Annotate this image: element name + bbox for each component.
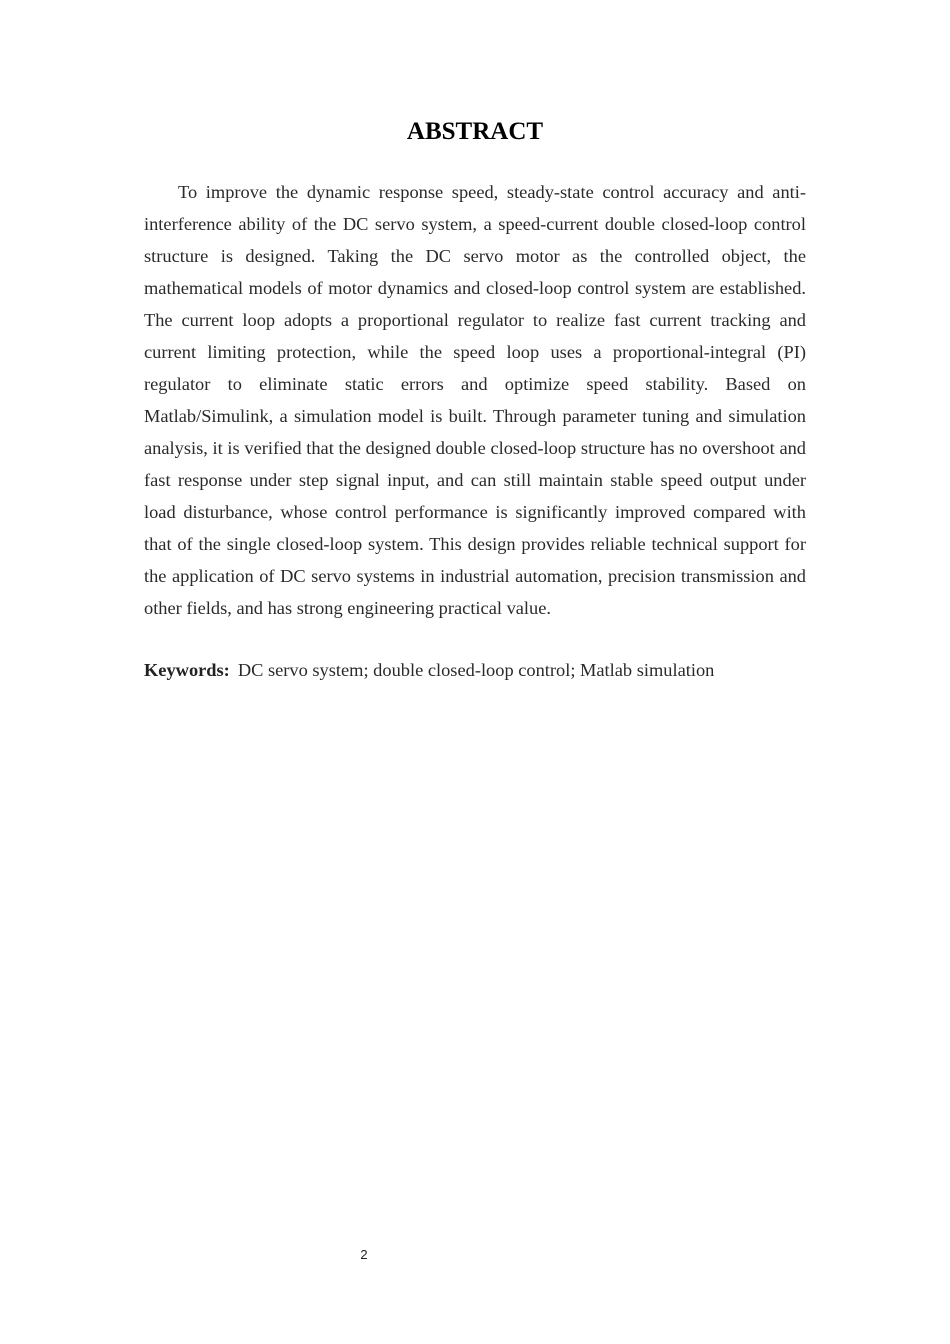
- keywords-line: [144, 654, 806, 686]
- keywords-text: DC servo system; double closed-loop control; Matlab simulation: [237, 660, 715, 680]
- keywords-label: Keywords:: [144, 660, 230, 680]
- abstract-paragraph: To improve the dynamic response speed, steady-state control accuracy and anti-interference ability of the DC servo system, a speed-current double closed-loop control structure is designed. Taking the DC servo motor as the controlled object, the mathematical models of motor dynamics and closed-loop control system are established. The current loop adopts a proportional regulator to realize fast current tracking and current limiting protection, while the speed loop uses a proportional-integral (PI) regulator to eliminate static errors and optimize speed stability. Based on Matlab/Simulink, a simulation model is built. Through parameter tuning and simulation analysis, it is verified that the designed double closed-loop structure has no overshoot and fast response under step signal input, and can still maintain stable speed output under load disturbance, whose control performance is significantly improved compared with that of the single closed-loop system. This design provides reliable technical support for the application of DC servo systems in industrial automation, precision transmission and other fields, and has strong engineering practical value.: [144, 182, 806, 618]
- page-number: 2: [360, 1247, 368, 1262]
- abstract-title: ABSTRACT: [406, 118, 544, 145]
